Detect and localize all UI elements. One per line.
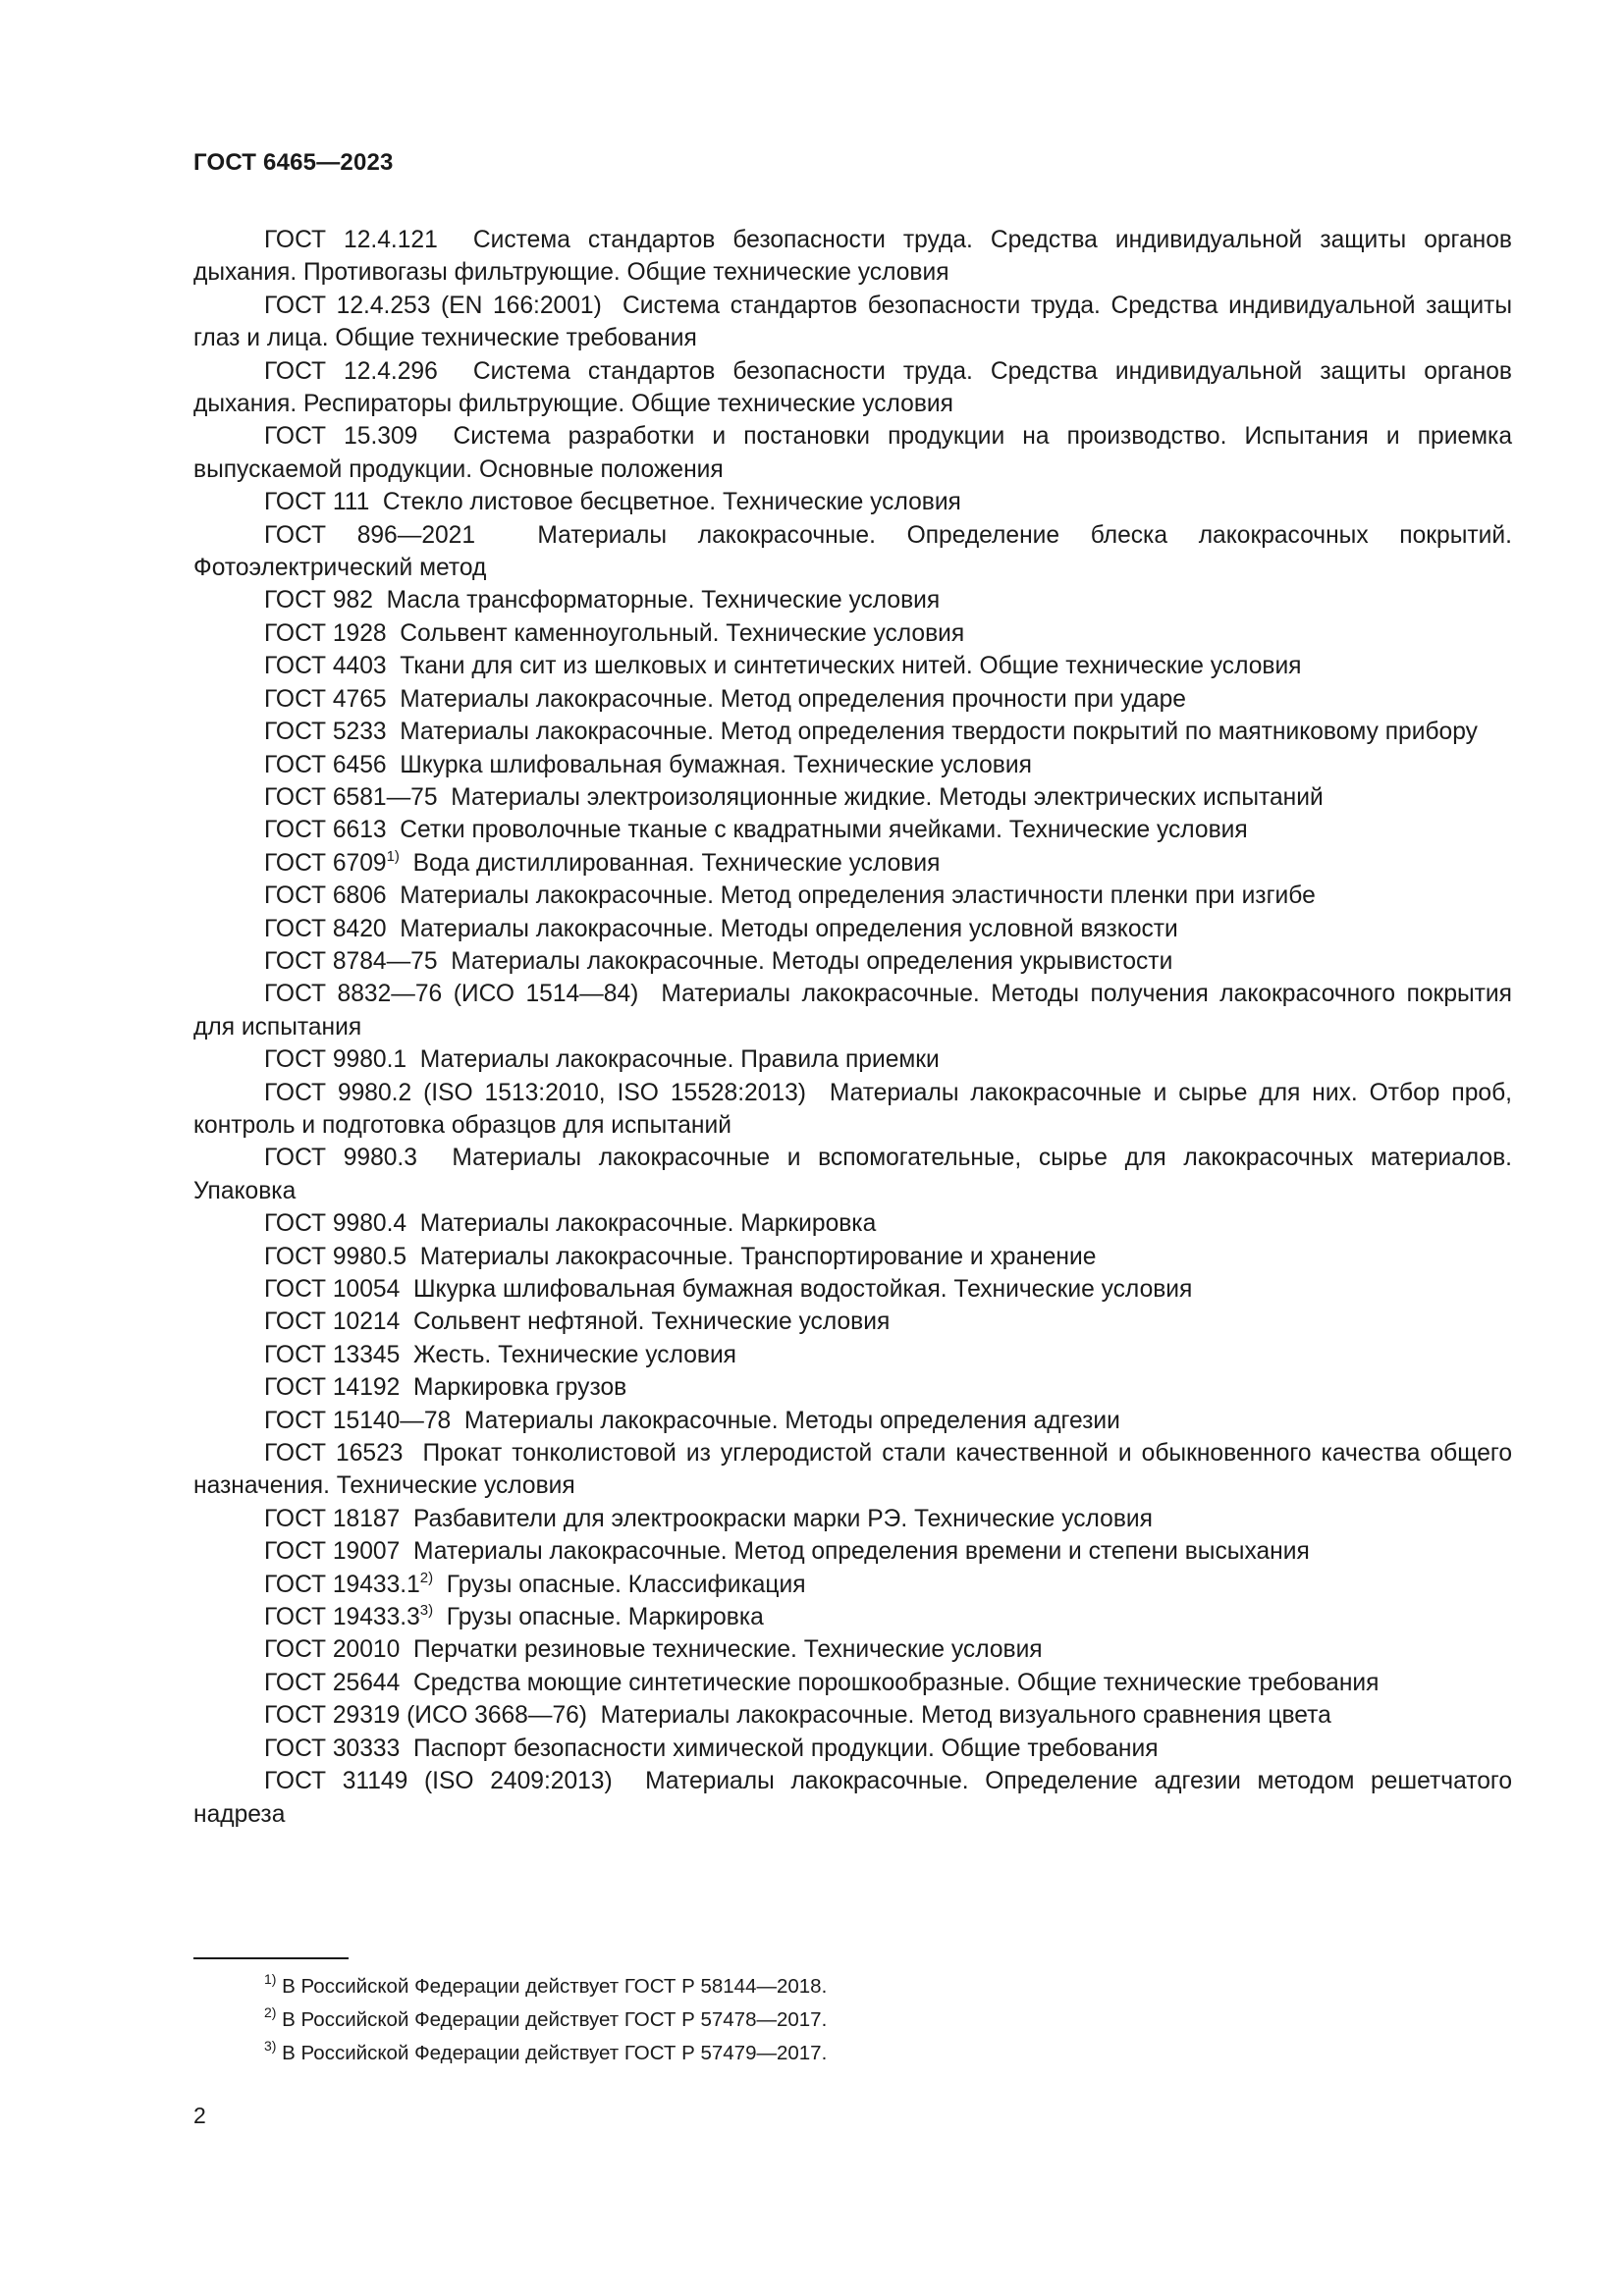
reference-item xyxy=(193,650,1512,682)
reference-item xyxy=(193,1733,1512,1765)
reference-item xyxy=(193,224,1512,290)
reference-item xyxy=(193,716,1512,748)
reference-item xyxy=(193,1437,1512,1503)
reference-item xyxy=(193,913,1512,945)
reference-code: ГОСТ 10054 xyxy=(264,1276,401,1303)
reference-item xyxy=(193,584,1512,616)
reference-code: ГОСТ 14192 xyxy=(264,1374,401,1402)
reference-item xyxy=(193,1667,1512,1699)
reference-item xyxy=(193,617,1512,650)
reference-title: Материалы лакокрасочные. Маркировка xyxy=(419,1210,877,1238)
reference-item xyxy=(193,945,1512,978)
reference-item xyxy=(193,1569,1512,1601)
reference-title: Жесть. Технические условия xyxy=(412,1341,736,1368)
reference-title: Материалы лакокрасочные. Транспортирование и хранение xyxy=(419,1243,1097,1270)
reference-title: Материалы лакокрасочные. Методы определения укрывистости xyxy=(451,947,1173,975)
footnote-marker: 3) xyxy=(419,1602,434,1620)
reference-item xyxy=(193,1306,1512,1338)
reference-item xyxy=(193,1633,1512,1666)
footnote-text: В Российской Федерации действует ГОСТ Р 58144—2018. xyxy=(282,1975,828,1998)
reference-code: ГОСТ 8420 xyxy=(264,915,387,942)
reference-code: ГОСТ 25644 xyxy=(264,1669,401,1696)
reference-title: Система стандартов безопасности труда. Средства индивидуальной защиты органов дыхания. Противогазы фильтрующие. Общие технические условия xyxy=(193,227,1512,287)
reference-item xyxy=(193,1207,1512,1240)
reference-title: Материалы лакокрасочные. Метод определения времени и степени высыхания xyxy=(412,1538,1310,1566)
reference-item xyxy=(193,781,1512,814)
reference-title: Ткани для сит из шелковых и синтетических нитей. Общие технические условия xyxy=(400,653,1302,680)
reference-code: ГОСТ 9980.1 xyxy=(264,1046,407,1074)
reference-code: ГОСТ 15140—78 xyxy=(264,1407,452,1434)
reference-title: Разбавители для электроокраски марки РЭ. Технические условия xyxy=(412,1505,1153,1532)
reference-code: ГОСТ 16523 xyxy=(264,1440,404,1468)
reference-item xyxy=(193,1535,1512,1568)
reference-title: Система стандартов безопасности труда. Средства индивидуальной защиты глаз и лица. Общие технические требования xyxy=(193,292,1512,352)
reference-code: ГОСТ 4403 xyxy=(264,653,387,680)
footnote-mark: 1) xyxy=(264,1971,277,1987)
reference-title: Материалы лакокрасочные. Определение блеска лакокрасочных покрытий. Фотоэлектрический метод xyxy=(193,521,1512,582)
reference-code: ГОСТ 10214 xyxy=(264,1308,401,1336)
footnote-mark: 3) xyxy=(264,2038,277,2054)
footnote-item xyxy=(193,2037,1512,2070)
normative-references-list xyxy=(193,224,1512,1831)
reference-title: Материалы лакокрасочные. Правила приемки xyxy=(419,1046,940,1074)
reference-title: Вода дистиллированная. Технические условия xyxy=(412,849,941,877)
reference-code: ГОСТ 6709 xyxy=(264,849,387,877)
reference-code: ГОСТ 896—2021 xyxy=(264,521,476,549)
reference-title: Материалы лакокрасочные и сырье для них. Отбор проб, контроль и подготовка образцов для испытаний xyxy=(193,1079,1512,1139)
reference-code: ГОСТ 9980.4 xyxy=(264,1210,407,1238)
reference-item xyxy=(193,290,1512,355)
reference-code: ГОСТ 9980.3 xyxy=(264,1145,417,1172)
reference-title: Материалы электроизоляционные жидкие. Методы электрических испытаний xyxy=(451,783,1324,811)
footnote-item xyxy=(193,2003,1512,2037)
reference-item xyxy=(193,1241,1512,1273)
reference-item xyxy=(193,1043,1512,1076)
reference-code: ГОСТ 15.309 xyxy=(264,423,418,451)
reference-code: ГОСТ 9980.2 (ISO 1513:2010, ISO 15528:2013) xyxy=(264,1079,806,1106)
reference-code: ГОСТ 19433.1 xyxy=(264,1571,420,1598)
reference-title: Материалы лакокрасочные. Определение адгезии методом решетчатого надреза xyxy=(193,1768,1512,1828)
reference-title: Маркировка грузов xyxy=(412,1374,627,1402)
reference-title: Шкурка шлифовальная бумажная водостойкая. Технические условия xyxy=(412,1276,1193,1303)
reference-code: ГОСТ 6806 xyxy=(264,882,387,910)
reference-code: ГОСТ 982 xyxy=(264,587,373,614)
footnote-marker: 1) xyxy=(386,847,400,865)
reference-title: Паспорт безопасности химической продукции. Общие требования xyxy=(412,1735,1159,1762)
reference-title: Перчатки резиновые технические. Технические условия xyxy=(412,1636,1043,1664)
reference-title: Материалы лакокрасочные. Метод определения эластичности пленки при изгибе xyxy=(400,882,1316,910)
reference-title: Материалы лакокрасочные и вспомогательные, сырье для лакокрасочных материалов. Упаковка xyxy=(193,1145,1512,1204)
reference-title: Система разработки и постановки продукции на производство. Испытания и приемка выпускаемой продукции. Основные положения xyxy=(193,423,1512,483)
reference-code: ГОСТ 20010 xyxy=(264,1636,401,1664)
reference-item xyxy=(193,1503,1512,1535)
reference-code: ГОСТ 12.4.296 xyxy=(264,357,438,385)
reference-code: ГОСТ 18187 xyxy=(264,1505,401,1532)
footnote-text: В Российской Федерации действует ГОСТ Р 57478—2017. xyxy=(282,2008,828,2031)
reference-title: Сетки проволочные тканые с квадратными ячейками. Технические условия xyxy=(400,817,1248,844)
footnotes xyxy=(193,1970,1512,2070)
reference-code: ГОСТ 13345 xyxy=(264,1341,401,1368)
reference-item xyxy=(193,683,1512,716)
reference-item xyxy=(193,1339,1512,1371)
footnote-marker: 2) xyxy=(419,1569,434,1586)
reference-title: Система стандартов безопасности труда. Средства индивидуальной защиты органов дыхания. Респираторы фильтрующие. Общие технические условия xyxy=(193,357,1512,418)
reference-code: ГОСТ 19433.3 xyxy=(264,1604,420,1631)
reference-title: Материалы лакокрасочные. Метод определения прочности при ударе xyxy=(400,685,1186,713)
reference-code: ГОСТ 6456 xyxy=(264,751,387,778)
reference-title: Сольвент нефтяной. Технические условия xyxy=(412,1308,891,1336)
reference-code: ГОСТ 111 xyxy=(264,489,370,516)
reference-item xyxy=(193,1699,1512,1732)
footnote-mark: 2) xyxy=(264,2004,277,2020)
reference-title: Материалы лакокрасочные. Метод визуального сравнения цвета xyxy=(600,1702,1331,1730)
reference-item xyxy=(193,1765,1512,1831)
reference-item xyxy=(193,420,1512,486)
reference-title: Стекло листовое бесцветное. Технические условия xyxy=(382,489,961,516)
reference-code: ГОСТ 4765 xyxy=(264,685,387,713)
reference-title: Сольвент каменноугольный. Технические условия xyxy=(400,619,965,647)
reference-item xyxy=(193,486,1512,518)
reference-code: ГОСТ 8784—75 xyxy=(264,947,438,975)
reference-code: ГОСТ 5233 xyxy=(264,719,387,746)
reference-item xyxy=(193,814,1512,846)
reference-code: ГОСТ 12.4.253 (EN 166:2001) xyxy=(264,292,602,319)
reference-code: ГОСТ 6581—75 xyxy=(264,783,438,811)
reference-item xyxy=(193,1273,1512,1306)
reference-title: Материалы лакокрасочные. Методы получения лакокрасочного покрытия для испытания xyxy=(193,981,1512,1041)
reference-code: ГОСТ 31149 (ISO 2409:2013) xyxy=(264,1768,613,1795)
reference-item xyxy=(193,355,1512,421)
reference-item xyxy=(193,1601,1512,1633)
reference-title: Грузы опасные. Маркировка xyxy=(446,1604,764,1631)
footnote-separator xyxy=(193,1957,349,1959)
reference-item xyxy=(193,880,1512,912)
reference-item xyxy=(193,519,1512,585)
reference-title: Средства моющие синтетические порошкообразные. Общие технические требования xyxy=(412,1669,1380,1696)
reference-title: Материалы лакокрасочные. Метод определения твердости покрытий по маятниковому прибору xyxy=(400,719,1478,746)
reference-code: ГОСТ 29319 (ИСО 3668—76) xyxy=(264,1702,587,1730)
reference-title: Материалы лакокрасочные. Методы определения адгезии xyxy=(463,1407,1120,1434)
reference-code: ГОСТ 6613 xyxy=(264,817,387,844)
page-number: 2 xyxy=(193,2103,206,2128)
reference-code: ГОСТ 12.4.121 xyxy=(264,227,438,253)
reference-item xyxy=(193,749,1512,781)
reference-item xyxy=(193,1405,1512,1437)
reference-title: Грузы опасные. Классификация xyxy=(446,1571,806,1598)
reference-item xyxy=(193,978,1512,1043)
reference-item xyxy=(193,1077,1512,1143)
reference-code: ГОСТ 8832—76 (ИСО 1514—84) xyxy=(264,981,639,1008)
reference-item xyxy=(193,1142,1512,1207)
reference-item xyxy=(193,1371,1512,1404)
footnote-text: В Российской Федерации действует ГОСТ Р 57479—2017. xyxy=(282,2042,828,2064)
reference-title: Материалы лакокрасочные. Методы определения условной вязкости xyxy=(400,915,1178,942)
reference-title: Масла трансформаторные. Технические условия xyxy=(386,587,941,614)
footnote-item xyxy=(193,1970,1512,2003)
reference-code: ГОСТ 30333 xyxy=(264,1735,401,1762)
reference-title: Шкурка шлифовальная бумажная. Технические условия xyxy=(400,751,1032,778)
reference-code: ГОСТ 9980.5 xyxy=(264,1243,407,1270)
reference-code: ГОСТ 1928 xyxy=(264,619,387,647)
reference-title: Прокат тонколистовой из углеродистой стали качественной и обыкновенного качества общего назначения. Технические условия xyxy=(193,1440,1512,1500)
reference-code: ГОСТ 19007 xyxy=(264,1538,401,1566)
reference-item xyxy=(193,847,1512,880)
page-header: ГОСТ 6465—2023 xyxy=(193,149,394,176)
